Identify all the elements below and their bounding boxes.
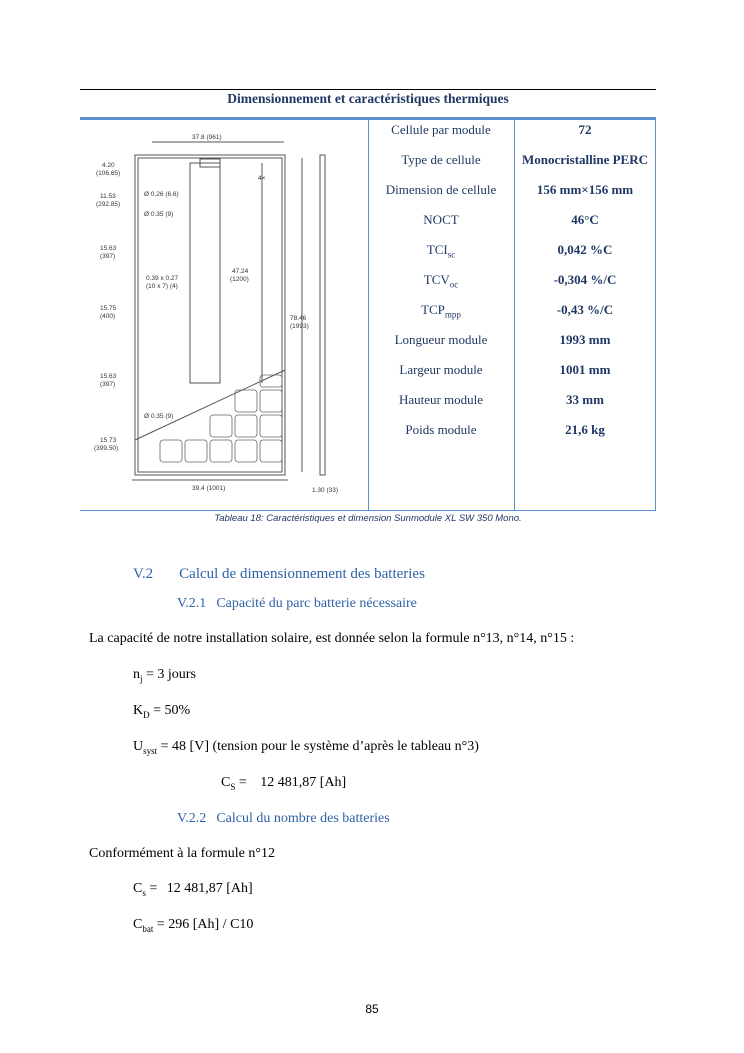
table-row: [368, 150, 656, 180]
table-row: [368, 210, 656, 240]
section-heading-v21: V.2.1 Capacité du parc batterie nécessaire: [177, 596, 417, 611]
row-value: 46°C: [571, 212, 599, 227]
hole-3-label: Ø 0.35 (9): [144, 413, 174, 420]
dim-inner-height: 47.24: [232, 268, 249, 275]
row-label: Dimension de cellule: [385, 182, 497, 197]
table-row: [368, 180, 656, 210]
table-row: [368, 240, 656, 270]
row-label: Largeur module: [399, 362, 483, 377]
row-value: 21,6 kg: [565, 422, 605, 437]
row-label: $TCI_{sc}$: [426, 242, 456, 260]
hole-1-label: Ø 0.26 (6.6): [144, 191, 179, 198]
row-value: 1993 mm: [559, 332, 611, 347]
dim-depth: 1.30 (33): [312, 487, 339, 494]
equation-cs2: $C_s = 12$ 481,87 [Ah]: [133, 881, 253, 898]
table-row: [368, 360, 656, 390]
table-row: [368, 270, 656, 300]
table-row: [368, 300, 656, 330]
table-caption: Tableau 18: Caractéristiques et dimension Sunmodule XL SW 350 Mono.: [214, 513, 522, 524]
ground-count-label: 4×: [258, 175, 266, 182]
left-dim: (106.65): [96, 170, 121, 177]
dim-top-width: 37.8 (961): [192, 134, 222, 141]
row-value: -0,43 %/C: [556, 302, 614, 317]
dim-bottom-width: 39.4 (1001): [192, 485, 226, 492]
table-row: [368, 120, 656, 150]
row-label: Type de cellule: [401, 152, 481, 167]
dim-height: 78.46: [290, 315, 307, 322]
left-dim: 15.75: [100, 305, 117, 312]
equation-kd: $K_D = 50\%$: [133, 703, 191, 720]
row-value: 0,042 %C: [557, 242, 613, 257]
conformity-paragraph: Conformément à la formule n°12: [89, 846, 275, 861]
row-label: Cellule par module: [391, 122, 491, 137]
left-dim: 15.73: [100, 437, 117, 444]
left-dim: 11.53: [100, 193, 116, 200]
left-dim: (397): [100, 253, 116, 260]
dim-inner-height-mm: (1200): [230, 276, 249, 283]
row-label: Poids module: [405, 422, 477, 437]
section-heading-v22: V.2.2 Calcul du nombre des batteries: [177, 811, 390, 826]
table-row: [368, 390, 656, 420]
row-label: Longueur module: [394, 332, 488, 347]
dim-height-mm: (1993): [290, 323, 309, 330]
equation-cbat: $C_{bat} = 296$ [Ah] / C10: [133, 917, 254, 934]
row-label: Hauteur module: [398, 392, 484, 407]
left-dim: (399.50): [94, 445, 119, 452]
top-rule: [80, 89, 656, 90]
left-dim: (397): [100, 381, 116, 388]
spec-table: [80, 120, 656, 511]
left-dim: (400): [100, 313, 116, 320]
row-value: 72: [578, 122, 592, 137]
row-value: -0,304 %/C: [553, 272, 617, 287]
left-dim: (292.85): [96, 201, 121, 208]
left-dim: 4.20: [102, 162, 115, 169]
row-label: $TCV_{oc}$: [423, 272, 459, 290]
equation-cs: $C_S = 12$ 481,87 [Ah]: [221, 775, 347, 792]
equation-nj: $n_j = 3$ jours: [133, 667, 196, 684]
left-dim: 15.63: [100, 373, 117, 380]
table-row: [368, 330, 656, 360]
module-dimension-drawing: [80, 130, 350, 500]
left-dim: 15.63: [100, 245, 117, 252]
row-label: $TCP_{mpp}$: [421, 302, 461, 320]
equation-usyst: $U_{syst} = 48$ [V] (tension pour le système d’après le tableau n°3): [133, 739, 479, 756]
row-value: 33 mm: [566, 392, 604, 407]
hole-2-label: Ø 0.35 (9): [144, 211, 174, 218]
row-value: 156 mm×156 mm: [536, 182, 634, 197]
slot-count-label: (10 x 7) (4): [146, 283, 178, 290]
page-number: 85: [365, 1002, 379, 1016]
row-label: NOCT: [423, 212, 459, 227]
intro-paragraph: La capacité de notre installation solaire, est donnée selon la formule n°13, n°14, n°15 :: [89, 631, 575, 646]
table-title: Dimensionnement et caractéristiques thermiques: [227, 91, 509, 106]
row-value: 1001 mm: [559, 362, 611, 377]
row-value: Monocristalline PERC: [521, 152, 648, 167]
slot-label: 0.39 x 0.27: [146, 275, 179, 282]
section-heading-v2: V.2 Calcul de dimensionnement des batteries: [133, 566, 425, 582]
table-row: [368, 420, 656, 450]
